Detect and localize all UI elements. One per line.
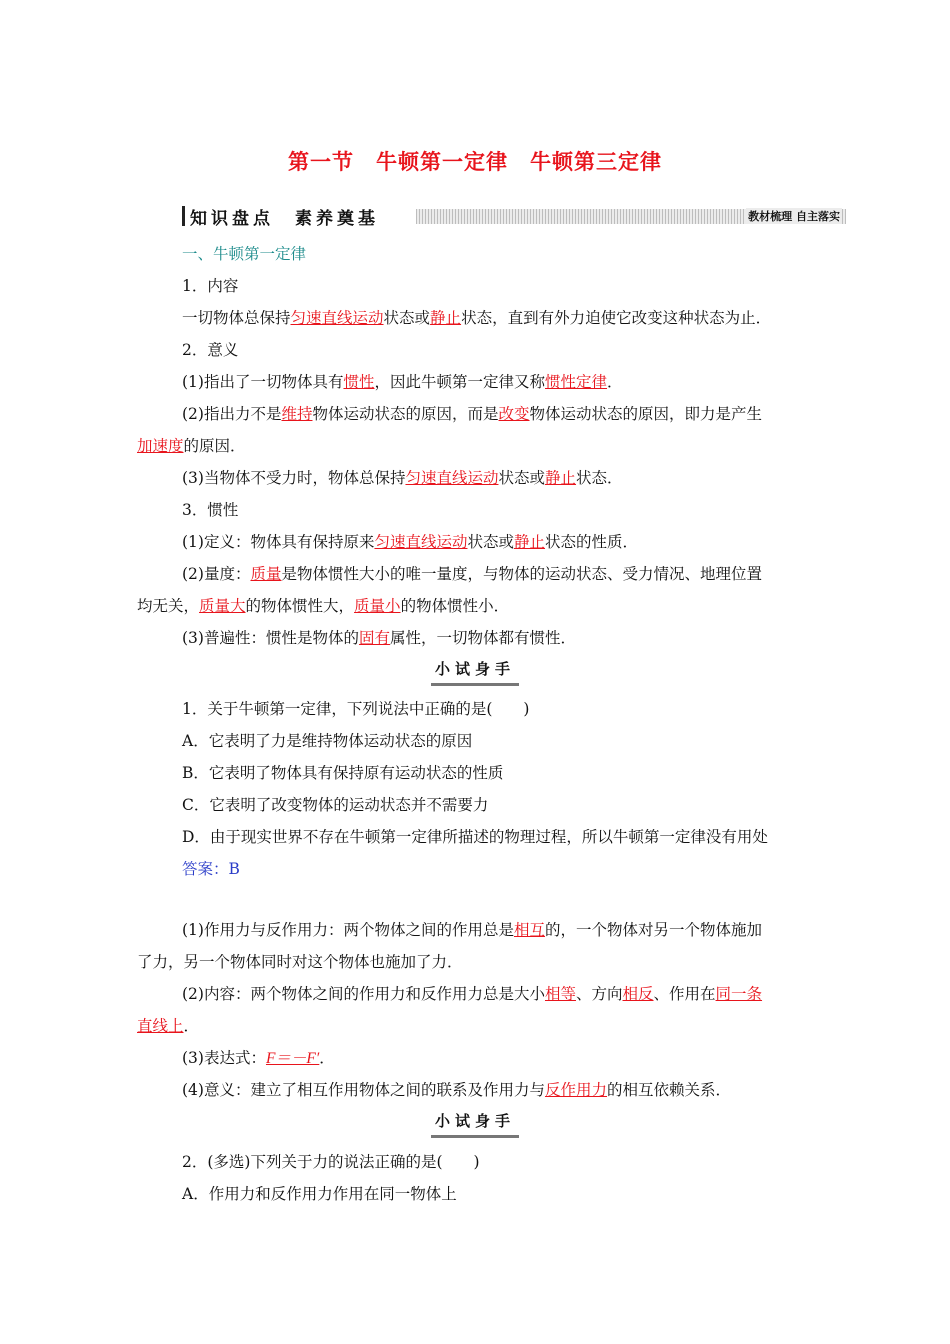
question: 2．(多选)下列关于力的说法正确的是( ) bbox=[182, 1153, 480, 1171]
paragraph-inertia-1: (1)定义：物体具有保持原来匀速直线运动状态或静止状态的性质． bbox=[182, 533, 639, 551]
paragraph-meaning-2: (2)指出力不是维持物体运动状态的原因，而是改变物体运动状态的原因，即力是产生 bbox=[182, 405, 763, 423]
blank: 质量大 bbox=[199, 597, 246, 615]
blank: 加速度 bbox=[137, 437, 184, 455]
banner-title: 知识盘点 素养奠基 bbox=[190, 208, 379, 229]
blank: 直线上 bbox=[137, 1017, 184, 1035]
paragraph-action-reaction-cont: 了力，另一个物体同时对这个物体也施加了力． bbox=[137, 953, 463, 971]
option: B．它表明了物体具有保持原有运动状态的性质 bbox=[182, 764, 504, 782]
blank: 相等 bbox=[544, 985, 576, 1003]
blank: 静止 bbox=[430, 309, 462, 327]
item-heading: 2．意义 bbox=[182, 341, 239, 359]
option: A．作用力和反作用力作用在同一物体上 bbox=[182, 1185, 457, 1203]
paragraph-meaning-3: (3)当物体不受力时，物体总保持匀速直线运动状态或静止状态． bbox=[182, 469, 623, 487]
practice-heading: 小试身手 bbox=[0, 1110, 950, 1138]
blank: 相反 bbox=[622, 985, 654, 1003]
practice-heading: 小试身手 bbox=[0, 658, 950, 686]
item-heading: 3．惯性 bbox=[182, 501, 239, 519]
paragraph-inertia-2-cont: 均无关，质量大的物体惯性大，质量小的物体惯性小． bbox=[137, 597, 510, 615]
banner-mark bbox=[182, 206, 185, 226]
paragraph-third-law: (2)内容：两个物体之间的作用力和反作用力总是大小相等、方向相反、作用在同一条 bbox=[182, 985, 763, 1003]
blank: 维持 bbox=[281, 405, 313, 423]
blank: 静止 bbox=[514, 533, 546, 551]
blank: 匀速直线运动 bbox=[374, 533, 468, 551]
paragraph-action-reaction: (1)作用力与反作用力：两个物体之间的作用总是相互的，一个物体对另一个物体施加 bbox=[182, 921, 762, 939]
question: 1．关于牛顿第一定律，下列说法中正确的是( ) bbox=[182, 700, 530, 718]
blank: 质量小 bbox=[354, 597, 401, 615]
option: D．由于现实世界不存在牛顿第一定律所描述的物理过程，所以牛顿第一定律没有用处 bbox=[182, 828, 768, 846]
paragraph-inertia-3: (3)普遍性：惯性是物体的固有属性，一切物体都有惯性． bbox=[182, 629, 576, 647]
blank: 同一条 bbox=[715, 985, 763, 1003]
blank: 静止 bbox=[545, 469, 577, 487]
blank: 惯性 bbox=[343, 373, 375, 391]
paragraph-expression: (3)表达式：F＝－F′． bbox=[182, 1049, 335, 1067]
blank: 固有 bbox=[358, 629, 390, 647]
blank: 反作用力 bbox=[544, 1081, 607, 1099]
option: A．它表明了力是维持物体运动状态的原因 bbox=[182, 732, 473, 750]
paragraph-meaning-1: (1)指出了一切物体具有惯性，因此牛顿第一定律又称惯性定律． bbox=[182, 373, 623, 391]
blank: 改变 bbox=[498, 405, 530, 423]
banner-subtitle: 教材梳理 自主落实 bbox=[748, 210, 840, 223]
section-banner bbox=[182, 204, 846, 228]
blank: 相互 bbox=[513, 921, 545, 939]
item-heading: 1．内容 bbox=[182, 277, 239, 295]
paragraph-meaning-2-cont: 加速度的原因． bbox=[137, 437, 246, 455]
blank: 匀速直线运动 bbox=[405, 469, 499, 487]
answer: 答案：B bbox=[182, 860, 240, 878]
page-title: 第一节 牛顿第一定律 牛顿第三定律 bbox=[288, 150, 662, 174]
option: C．它表明了改变物体的运动状态并不需要力 bbox=[182, 796, 489, 814]
blank: 惯性定律 bbox=[545, 373, 608, 391]
blank: 匀速直线运动 bbox=[290, 309, 384, 327]
blank: 质量 bbox=[250, 565, 282, 583]
paragraph-significance: (4)意义：建立了相互作用物体之间的联系及作用力与反作用力的相互依赖关系． bbox=[182, 1081, 731, 1099]
section-heading: 一、牛顿第一定律 bbox=[182, 245, 307, 263]
paragraph-inertia-2: (2)量度：质量是物体惯性大小的唯一量度，与物体的运动状态、受力情况、地理位置 bbox=[182, 565, 762, 583]
paragraph-content: 一切物体总保持匀速直线运动状态或静止状态，直到有外力迫使它改变这种状态为止． bbox=[182, 309, 772, 327]
formula-blank: F＝－F′ bbox=[265, 1050, 320, 1067]
paragraph-third-law-cont: 直线上． bbox=[137, 1017, 200, 1035]
